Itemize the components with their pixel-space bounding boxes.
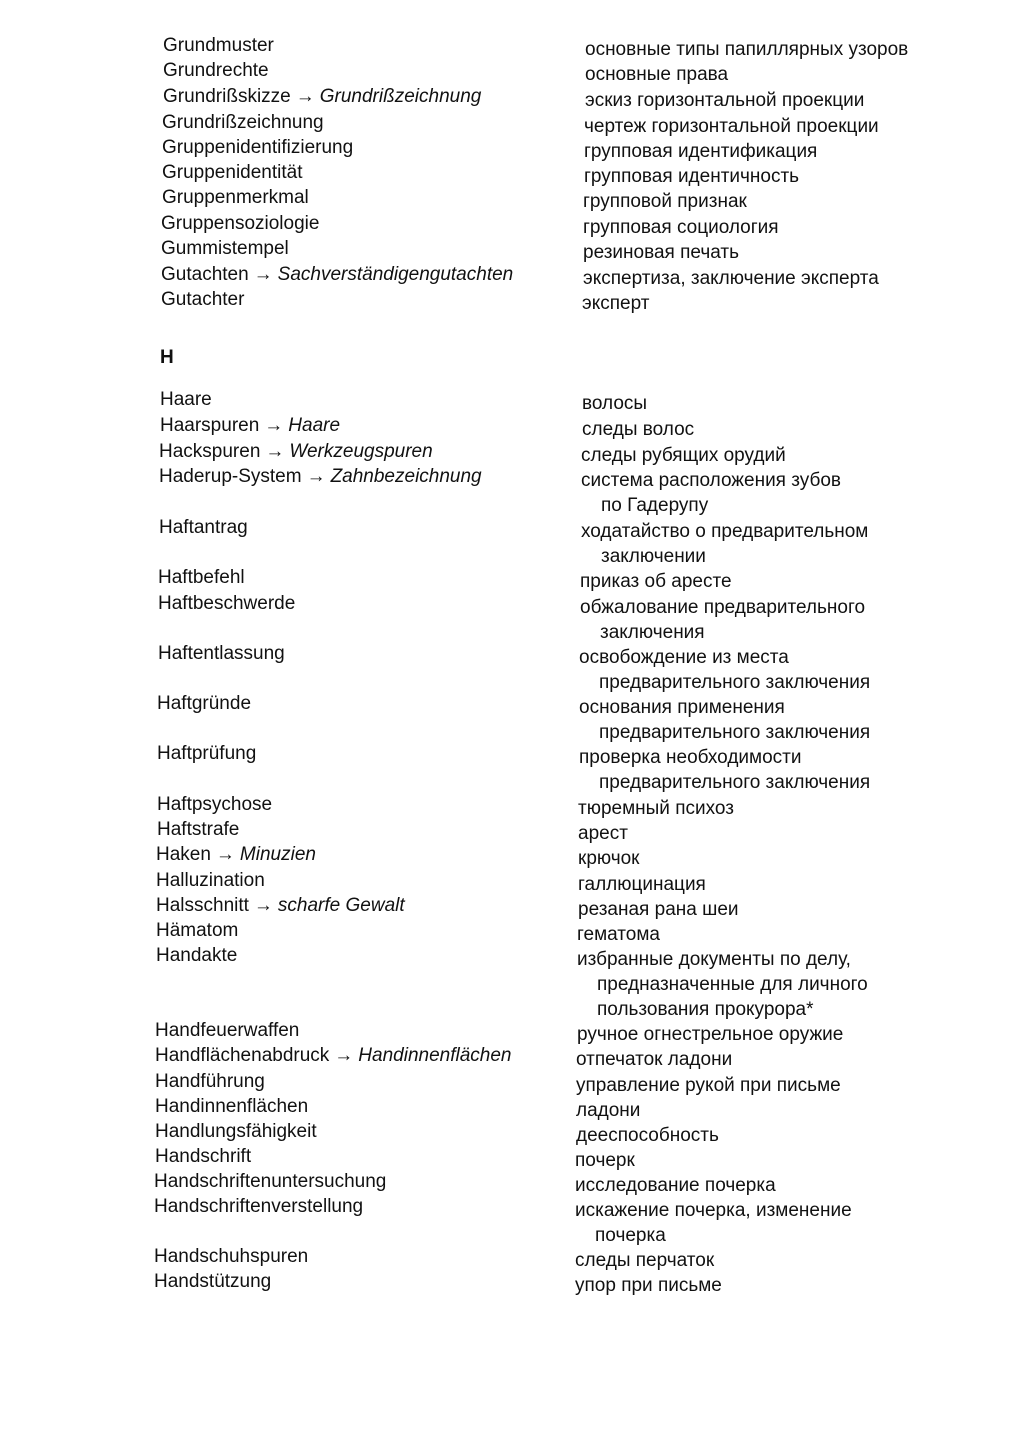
term-text: Gummistempel [161, 238, 289, 259]
term-text: Handlungsfähigkeit [155, 1121, 317, 1142]
german-term [157, 818, 557, 842]
translation-line: эскиз горизонтальной проекции [585, 90, 865, 111]
german-term [155, 1095, 555, 1119]
russian-translation [576, 1073, 976, 1098]
german-term [162, 136, 562, 160]
german-term [155, 1019, 555, 1043]
translation-line: управление рукой при письме [576, 1075, 841, 1096]
german-term [158, 642, 558, 666]
arrow-icon: → [264, 415, 284, 436]
term-text: Handschriftenverstellung [154, 1196, 364, 1217]
translation-line: предварительного заключения [599, 772, 871, 793]
translation-line: ручное огнестрельное оружие [577, 1024, 844, 1045]
section-letter: H [160, 347, 174, 368]
german-term [155, 1120, 555, 1144]
term-text: Halluzination [156, 870, 265, 891]
german-term [159, 516, 559, 540]
russian-translation [575, 1173, 975, 1198]
cross-reference: Handinnenflächen [358, 1045, 512, 1066]
cross-reference: scharfe Gewalt [277, 895, 405, 916]
russian-translation [584, 164, 984, 189]
translation-line: групповая идентификация [584, 141, 818, 162]
arrow-icon: → [265, 441, 285, 462]
cross-reference: Minuzien [239, 844, 316, 865]
term-text: Haftpsychose [157, 794, 273, 815]
russian-translation [581, 443, 981, 468]
translation-line: галлюцинация [578, 874, 706, 895]
term-text: Handschuhspuren [154, 1246, 309, 1267]
translation-line: ладони [576, 1100, 641, 1121]
german-term [157, 692, 557, 716]
german-term [160, 388, 560, 412]
term-text: Grundrißskizze [163, 86, 291, 107]
russian-translation [575, 1273, 975, 1298]
russian-translation [578, 872, 978, 897]
translation-line: по Гадерупу [601, 495, 709, 516]
term-text: Gruppensoziologie [161, 213, 320, 234]
term-text: Hämatom [156, 920, 239, 941]
translation-line: волосы [582, 393, 648, 414]
german-term [156, 843, 556, 867]
term-text: Handschriftenuntersuchung [154, 1171, 387, 1192]
arrow-icon: → [334, 1045, 354, 1066]
translation-line: приказ об аресте [580, 571, 732, 592]
cross-reference: Werkzeugspuren [289, 441, 433, 462]
translation-line: дееспособность [576, 1125, 719, 1146]
german-term [161, 237, 561, 261]
translation-line: экспертиза, заключение эксперта [583, 268, 879, 289]
translation-line: искажение почерка, изменение [575, 1200, 852, 1221]
german-term [156, 869, 556, 893]
russian-translation [579, 695, 979, 745]
translation-line: следы рубящих орудий [581, 445, 786, 466]
german-term [157, 793, 557, 817]
german-term [155, 1070, 555, 1094]
translation-line: ходатайство о предварительном [581, 521, 869, 542]
translation-line: пользования прокурора* [597, 999, 814, 1020]
russian-translation [578, 846, 978, 871]
translation-line: чертеж горизонтальной проекции [584, 116, 879, 137]
russian-translation [580, 569, 980, 594]
term-text: Haftantrag [159, 517, 248, 538]
german-term [154, 1245, 554, 1269]
russian-translation [585, 62, 985, 87]
term-text: Haftprüfung [157, 743, 257, 764]
russian-translation [585, 37, 985, 62]
term-text: Haarspuren [160, 415, 260, 436]
german-term [163, 34, 563, 58]
translation-line: гематома [577, 924, 660, 945]
translation-line: исследование почерка [575, 1175, 776, 1196]
term-text: Gruppenmerkmal [162, 187, 309, 208]
german-term [162, 111, 562, 135]
translation-line: заключения [600, 622, 705, 643]
russian-translation [578, 897, 978, 922]
arrow-icon: → [253, 264, 273, 285]
russian-translation [581, 468, 981, 518]
translation-line: система расположения зубов [581, 470, 842, 491]
german-term [159, 465, 559, 489]
german-term [161, 288, 561, 312]
translation-line: избранные документы по делу, [577, 949, 851, 970]
german-term [156, 919, 556, 943]
translation-line: арест [578, 823, 628, 844]
russian-translation [583, 240, 983, 265]
term-text: Haderup-System [159, 466, 302, 487]
translation-line: эксперт [582, 293, 650, 314]
arrow-icon: → [306, 466, 326, 487]
russian-translation [578, 821, 978, 846]
german-term [155, 1044, 555, 1068]
russian-translation [583, 215, 983, 240]
translation-line: основные типы папиллярных узоров [585, 39, 909, 60]
russian-translation [585, 88, 985, 113]
german-term [163, 59, 563, 83]
german-term [155, 1145, 555, 1169]
arrow-icon: → [215, 844, 235, 865]
translation-line: основные права [585, 64, 729, 85]
translation-line: резиновая печать [583, 242, 739, 263]
term-text: Haftbeschwerde [158, 593, 296, 614]
translation-line: групповая социология [583, 217, 779, 238]
term-text: Haare [160, 389, 212, 410]
russian-translation [577, 1022, 977, 1047]
russian-translation [583, 189, 983, 214]
german-term [161, 212, 561, 236]
translation-line: основания применения [579, 697, 785, 718]
german-term [158, 592, 558, 616]
term-text: Halsschnitt [156, 895, 249, 916]
russian-translation [581, 519, 981, 569]
russian-translation [575, 1148, 975, 1173]
translation-line: предварительного заключения [599, 672, 871, 693]
german-term [159, 440, 559, 464]
term-text: Handführung [155, 1071, 265, 1092]
term-text: Haftbefehl [158, 567, 245, 588]
cross-reference: Haare [288, 415, 341, 436]
russian-translation [582, 391, 982, 416]
translation-line: обжалование предварительного [580, 597, 866, 618]
term-text: Haftgründe [157, 693, 252, 714]
term-text: Handflächenabdruck [155, 1045, 330, 1066]
german-term [157, 742, 557, 766]
term-text: Haftentlassung [158, 643, 285, 664]
translation-line: проверка необходимости [579, 747, 802, 768]
russian-translation [577, 947, 977, 1022]
term-text: Gutachter [161, 289, 245, 310]
arrow-icon: → [295, 86, 315, 107]
translation-line: почерк [575, 1150, 635, 1171]
russian-translation [576, 1123, 976, 1148]
translation-line: упор при письме [575, 1275, 722, 1296]
translation-line: почерка [595, 1225, 666, 1246]
russian-translation [584, 114, 984, 139]
translation-line: следы волос [582, 419, 695, 440]
russian-translation [579, 645, 979, 695]
russian-translation [575, 1198, 975, 1248]
german-term [156, 894, 556, 918]
term-text: Haken [156, 844, 211, 865]
cross-reference: Grundrißzeichnung [319, 86, 482, 107]
german-term [160, 414, 560, 438]
term-text: Grundrechte [163, 60, 269, 81]
term-text: Handschrift [155, 1146, 252, 1167]
russian-translation [576, 1098, 976, 1123]
german-term [161, 263, 561, 287]
term-text: Gruppenidentität [162, 162, 303, 183]
russian-translation [582, 417, 982, 442]
german-term [158, 566, 558, 590]
translation-line: предварительного заключения [599, 722, 871, 743]
russian-translation [582, 291, 982, 316]
russian-translation [575, 1248, 975, 1273]
translation-line: крючок [578, 848, 640, 869]
cross-reference: Sachverständigengutachten [277, 264, 514, 285]
translation-line: следы перчаток [575, 1250, 715, 1271]
arrow-icon: → [253, 895, 273, 916]
russian-translation [583, 266, 983, 291]
term-text: Gutachten [161, 264, 249, 285]
german-term [162, 186, 562, 210]
translation-line: предназначенные для личного [597, 974, 868, 995]
term-text: Handfeuerwaffen [155, 1020, 300, 1041]
russian-translation [577, 922, 977, 947]
translation-line: резаная рана шеи [578, 899, 739, 920]
term-text: Haftstrafe [157, 819, 240, 840]
translation-line: заключении [601, 546, 706, 567]
term-text: Grundrißzeichnung [162, 112, 324, 133]
term-text: Grundmuster [163, 35, 274, 56]
russian-translation [580, 595, 980, 645]
term-text: Handakte [156, 945, 238, 966]
translation-line: отпечаток ладони [576, 1049, 733, 1070]
german-term [156, 944, 556, 968]
russian-translation [579, 745, 979, 795]
term-text: Handstützung [154, 1271, 272, 1292]
german-term [154, 1170, 554, 1194]
cross-reference: Zahnbezeichnung [330, 466, 482, 487]
translation-line: тюремный психоз [578, 798, 734, 819]
russian-translation [576, 1047, 976, 1072]
term-text: Gruppenidentifizierung [162, 137, 354, 158]
german-term [154, 1270, 554, 1294]
russian-translation [578, 796, 978, 821]
german-term [162, 161, 562, 185]
term-text: Hackspuren [159, 441, 261, 462]
german-term [154, 1195, 554, 1219]
term-text: Handinnenflächen [155, 1096, 309, 1117]
translation-line: групповая идентичность [584, 166, 800, 187]
translation-line: освобождение из места [579, 647, 789, 668]
translation-line: групповой признак [583, 191, 747, 212]
german-term [163, 85, 563, 109]
russian-translation [584, 139, 984, 164]
